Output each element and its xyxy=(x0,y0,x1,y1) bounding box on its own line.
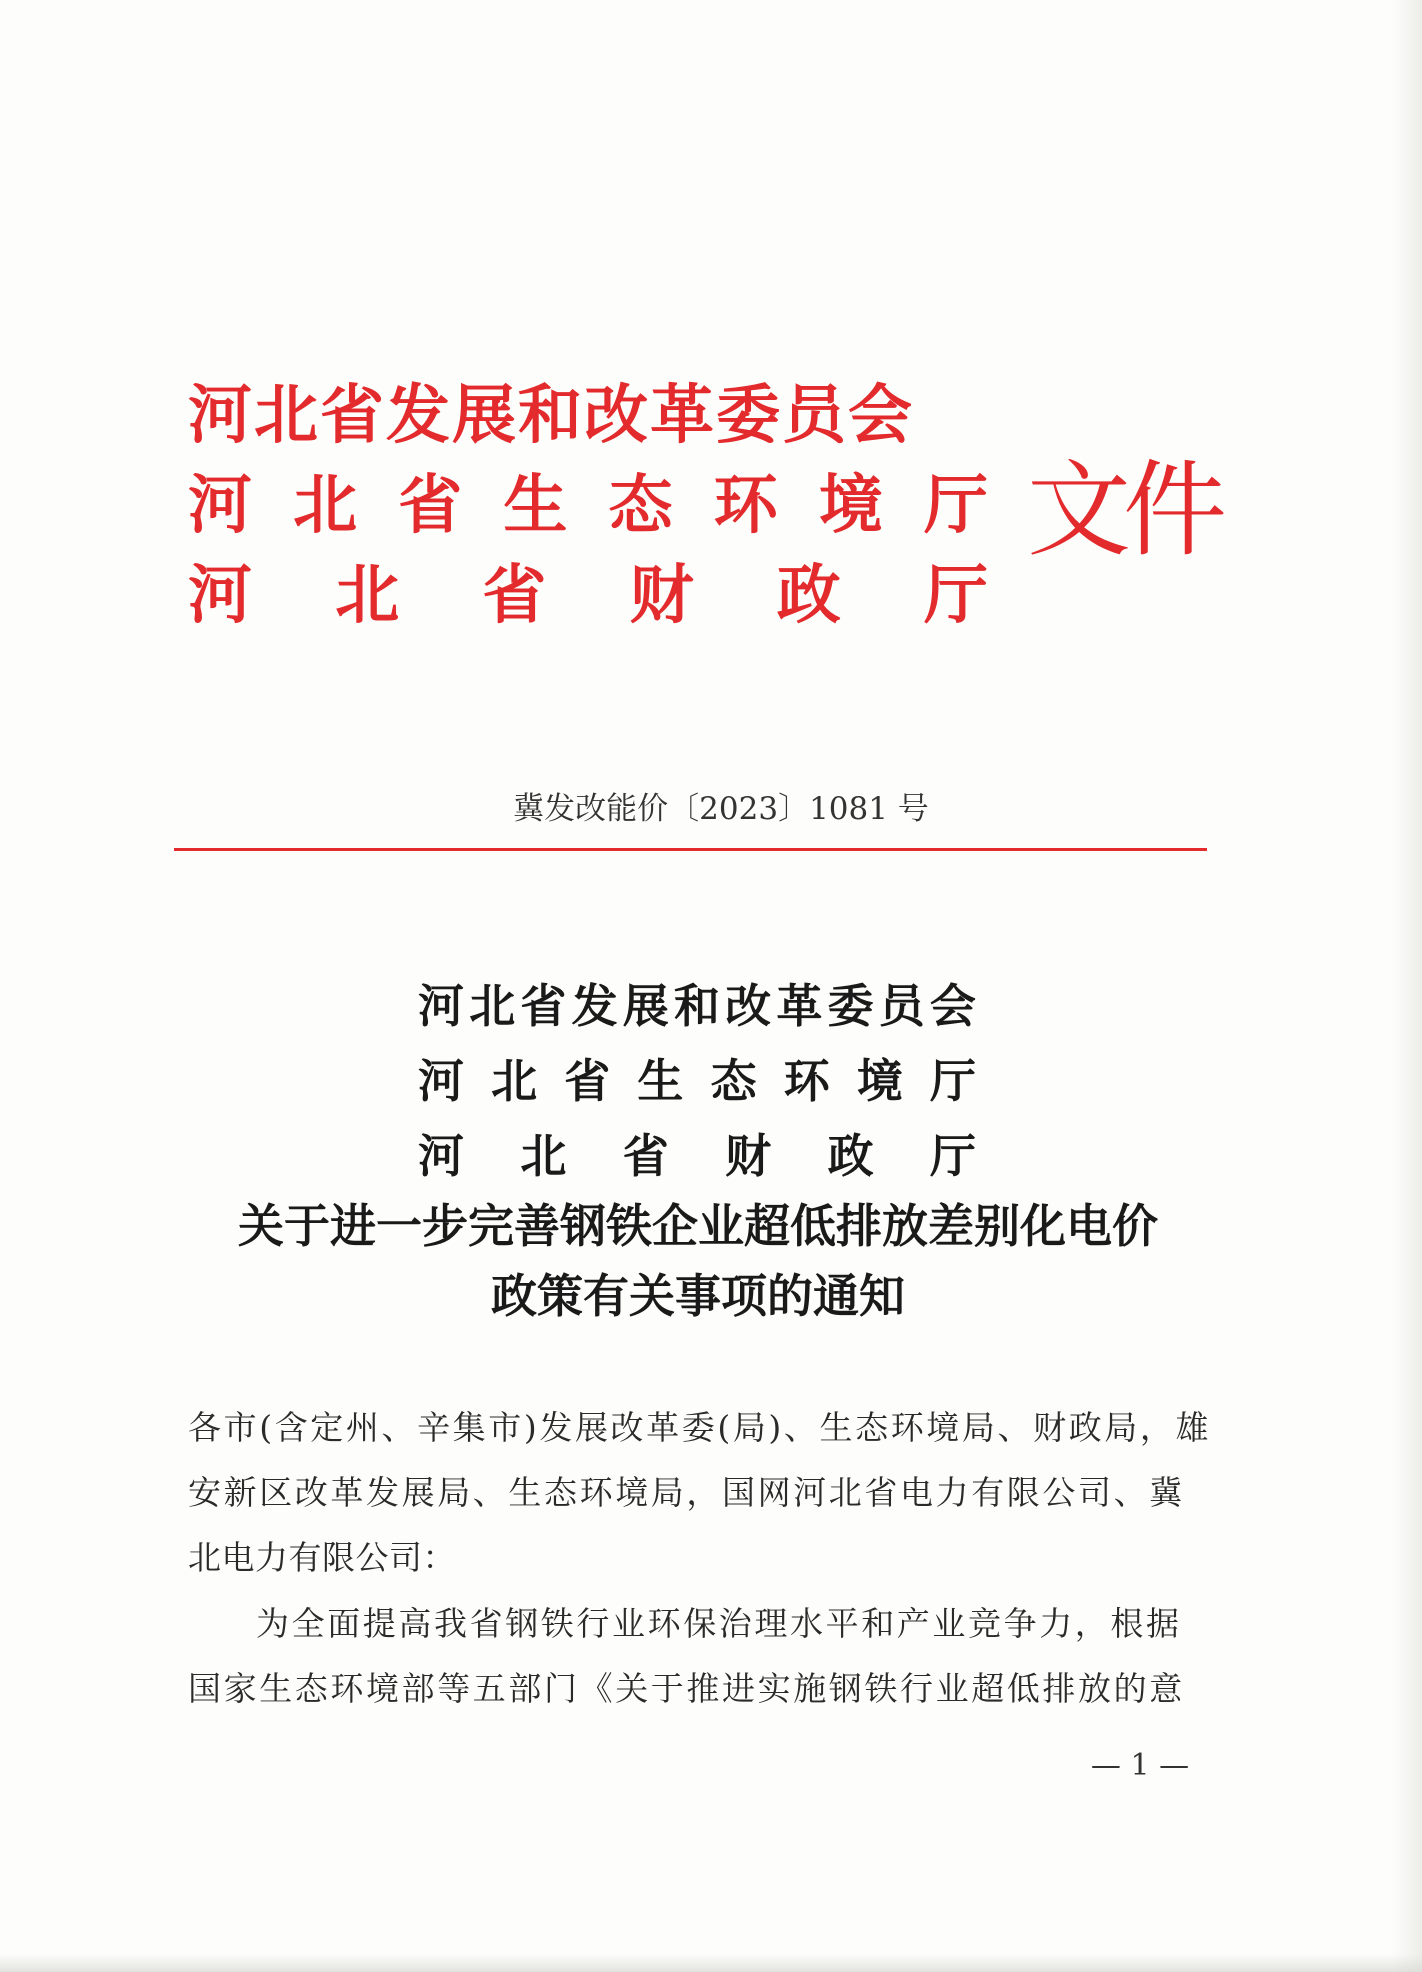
title-char: 革 xyxy=(776,979,823,1033)
masthead-issuer-text: 河北省发展和改革委员会 xyxy=(188,378,914,453)
document-number: 冀发改能价〔2023〕1081 号 xyxy=(513,791,929,827)
title-subject-line: 政策有关事项的通知 xyxy=(491,1269,905,1323)
masthead-char: 北 xyxy=(293,468,358,543)
title-char: 政 xyxy=(827,1129,874,1183)
masthead-char: 态 xyxy=(608,468,673,543)
title-issuer-ndrc xyxy=(418,976,976,1036)
addressee-line: 北电力有限公司： xyxy=(188,1538,456,1577)
title-char: 河 xyxy=(418,1054,464,1108)
title-char: 展 xyxy=(622,979,669,1033)
title-char: 河 xyxy=(418,1129,464,1183)
masthead-char: 生 xyxy=(503,468,568,543)
masthead-char: 省 xyxy=(482,558,547,633)
title-char: 生 xyxy=(637,1054,684,1108)
title-char: 员 xyxy=(878,979,925,1033)
title-subject-line: 关于进一步完善钢铁企业超低排放差别化电价 xyxy=(238,1199,1158,1253)
masthead-issuer-ndrc xyxy=(188,376,988,456)
scan-shadow-right xyxy=(1392,0,1422,1972)
title-char: 委 xyxy=(827,979,874,1033)
masthead-char: 厅 xyxy=(923,558,988,633)
title-char: 财 xyxy=(725,1129,772,1183)
page-number: — 1 — xyxy=(1090,1748,1190,1783)
masthead-issuer-ecology xyxy=(188,466,988,546)
title-char: 态 xyxy=(710,1054,757,1108)
title-char: 厅 xyxy=(929,1054,976,1108)
title-char: 省 xyxy=(520,979,567,1033)
paragraph-line: 国家生态环境部等五部门《关于推进实施钢铁行业超低排放的意 xyxy=(188,1669,1185,1708)
masthead-issuer-finance xyxy=(188,556,988,636)
title-char: 北 xyxy=(491,1054,538,1108)
paragraph-line: 为全面提高我省钢铁行业环保治理水平和产业竞争力，根据 xyxy=(256,1604,1182,1643)
red-divider-line xyxy=(174,848,1207,851)
title-char: 和 xyxy=(673,979,720,1033)
masthead-char: 河 xyxy=(188,468,252,543)
masthead-char: 北 xyxy=(335,558,400,633)
addressee-line: 安新区改革发展局、生态环境局，国网河北省电力有限公司、冀 xyxy=(188,1473,1185,1512)
masthead-char: 环 xyxy=(713,468,778,543)
masthead-char: 政 xyxy=(776,558,841,633)
title-char: 改 xyxy=(725,979,772,1033)
title-char: 北 xyxy=(469,979,516,1033)
masthead-char: 河 xyxy=(188,558,252,633)
title-char: 省 xyxy=(622,1129,669,1183)
title-char: 厅 xyxy=(929,1129,976,1183)
title-char: 发 xyxy=(571,979,618,1033)
masthead-char: 财 xyxy=(629,558,694,633)
masthead-char: 境 xyxy=(818,468,883,543)
title-char: 北 xyxy=(520,1129,567,1183)
addressee-line: 各市(含定州、辛集市)发展改革委(局)、生态环境局、财政局，雄 xyxy=(188,1408,1212,1447)
masthead-char: 省 xyxy=(398,468,463,543)
title-char: 境 xyxy=(856,1054,903,1108)
title-char: 省 xyxy=(564,1054,611,1108)
scan-shadow-bottom xyxy=(0,1954,1422,1972)
title-char: 河 xyxy=(418,979,464,1033)
title-char: 环 xyxy=(783,1054,830,1108)
masthead-doc-label: 文件 xyxy=(1027,449,1220,571)
title-char: 会 xyxy=(929,979,976,1033)
title-issuer-finance xyxy=(418,1126,976,1186)
masthead-char: 厅 xyxy=(923,468,988,543)
title-issuer-ecology xyxy=(418,1051,976,1111)
